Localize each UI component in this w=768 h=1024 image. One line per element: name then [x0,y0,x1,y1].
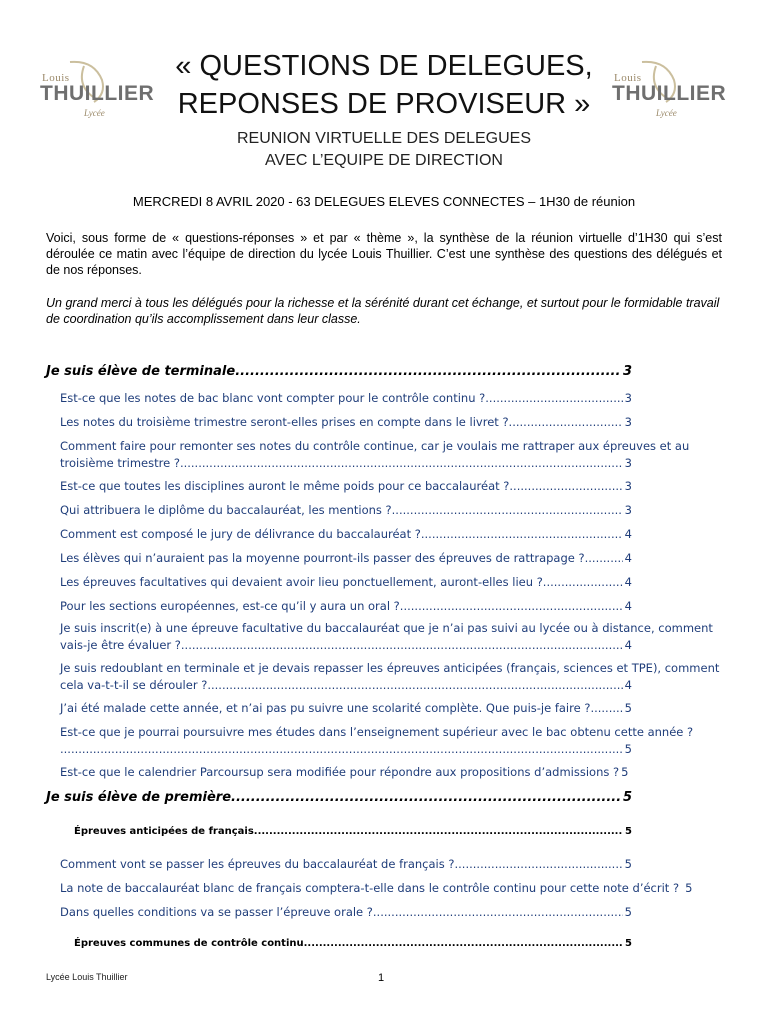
toc-entry[interactable] [60,550,632,567]
document-subtitle-line1: REUNION VIRTUELLE DES DELEGUES [236,130,531,147]
toc-leader [400,598,623,615]
toc-entry-text: Épreuves communes de contrôle continu [74,938,304,949]
toc-page: 3 [624,415,632,429]
toc-entry-text: Est-ce que toutes les disciplines auront le même poids pour ce baccalauréat ? [60,479,510,493]
footer-school-name: Lycée Louis Thuillier [46,972,128,982]
toc-entry-text: Dans quelles conditions va se passer l’épreuve orale ? [60,905,373,919]
toc-leader [590,700,622,717]
toc-entry[interactable] [60,438,690,472]
toc-page: 3 [624,503,632,517]
toc-subsection-controle-continu[interactable] [74,938,632,949]
toc-page: 4 [624,599,632,613]
logo-last-name: THUILLIER [612,82,727,105]
toc-entry-text: Les notes du troisième trimestre seront-elles prises en compte dans le livret ? [60,415,509,429]
toc-leader [455,856,623,873]
toc-page: 5 [624,701,632,715]
toc-leader [509,478,622,495]
toc-entry-text: Les élèves qui n’auraient pas la moyenne pourront-ils passer des épreuves de rattrapage ? [60,551,585,565]
toc-page: 3 [622,364,632,379]
toc-entry-text: Est-ce que le calendrier Parcoursup sera modifiée pour répondre aux propositions d’admissions ? [60,765,620,779]
toc-leader [543,574,623,591]
toc-leader [421,526,623,543]
document-subtitle-line2: AVEC L’EQUIPE DE DIRECTION [265,152,503,169]
toc-entry-text: Épreuves anticipées de français. [74,826,258,837]
toc-page: 5 [624,905,632,919]
toc-section-premiere[interactable] [46,790,632,805]
toc-entry-text: La note de baccalauréat blanc de français comptera-t-elle dans le contrôle continu pour cette note d’écrit ? [60,881,680,895]
logo-first-name: Louis [614,72,642,84]
toc-entry-text: troisième trimestre ? [60,456,180,470]
toc-entry-text-line1: Je suis inscrit(e) à une épreuve facultative du baccalauréat que je n’ai pas suivi au lycée ou à distance, comment [60,621,713,635]
toc-page: 5 [625,938,632,949]
toc-entry[interactable] [60,502,632,519]
toc-leader [585,550,623,567]
toc-entry[interactable] [60,574,632,591]
toc-leader [180,455,623,472]
toc-entry[interactable] [60,700,632,717]
toc-page: 5 [622,790,632,805]
toc-entry-text: Qui attribuera le diplôme du baccalauréat, les mentions ? [60,503,392,517]
footer-page-number: 1 [378,972,385,984]
toc-page: 3 [624,391,632,405]
toc-entry[interactable] [60,764,632,781]
toc-page: 4 [624,638,632,652]
toc-section-terminale[interactable] [46,364,632,379]
toc-leader [258,826,623,837]
toc-entry-text: vais-je être évaluer ? [60,638,181,652]
toc-entry[interactable] [60,620,713,654]
toc-entry-text: Les épreuves facultatives qui devaient avoir lieu ponctuellement, auront-elles lieu ? [60,575,543,589]
toc-entry-text-line1: Comment faire pour remonter ses notes du contrôle continue, car je voulais me rattraper aux épreuves et au [60,439,690,453]
toc-leader [509,414,623,431]
toc-entry[interactable] [60,390,632,407]
toc-entry[interactable] [60,660,720,694]
toc-leader [207,677,622,694]
toc-entry-text-line1: Est-ce que je pourrai poursuivre mes études dans l’enseignement supérieur avec le bac obtenu cette année ? [60,725,694,739]
toc-leader [181,637,623,654]
toc-entry[interactable] [60,904,632,921]
toc-page: 3 [624,456,632,470]
toc-page: 5 [624,857,632,871]
toc-entry[interactable] [60,526,632,543]
toc-leader [231,790,621,805]
toc-subsection-francais[interactable] [74,826,632,837]
toc-leader [392,502,623,519]
logo-last-name: THUILLIER [40,82,155,105]
thanks-paragraph: Un grand merci à tous les délégués pour la richesse et la sérénité durant cet échange, et surtout pour le formidable travail de coordination qu’ils accomplissement dans leur classe. [46,296,720,326]
toc-entry-text: cela va-t-t-il se dérouler ? [60,678,208,692]
toc-page: 4 [624,551,632,565]
toc-entry-text: Est-ce que les notes de bac blanc vont compter pour le contrôle continu ? [60,391,486,405]
toc-leader [60,741,623,758]
toc-leader [235,364,621,379]
toc-page: 4 [624,527,632,541]
document-title-line2: REPONSES DE PROVISEUR » [177,88,591,120]
logo-lycee: Lycée [84,108,105,118]
toc-entry-text: Je suis élève de première [46,790,232,805]
toc-entry-text: Je suis élève de terminale [46,364,236,379]
toc-leader [485,390,622,407]
toc-entry[interactable] [60,856,632,873]
toc-page: 3 [624,479,632,493]
toc-page: 5 [625,826,632,837]
toc-entry[interactable] [60,478,632,495]
meeting-info: MERCREDI 8 AVRIL 2020 - 63 DELEGUES ELEVES CONNECTES – 1H30 de réunion [132,194,636,209]
toc-entry[interactable] [60,598,632,615]
intro-paragraph: Voici, sous forme de « questions-réponses » et par « thème », la synthèse de la réunion virtuelle d’1H30 qui s’est déroulée ce matin avec l’équipe de direction du lycée Louis Thuillier. C’est une synthèse des questions des délégués et de nos réponses. [46,231,722,277]
toc-entry-text: J’ai été malade cette année, et n’ai pas pu suivre une scolarité complète. Que puis-je faire ? [60,701,591,715]
toc-page: 4 [624,678,632,692]
toc-entry-text: Comment vont se passer les épreuves du baccalauréat de français ? [60,857,455,871]
logo-lycee: Lycée [656,108,677,118]
toc-entry-text: Pour les sections européennes, est-ce qu’il y aura un oral ? [60,599,400,613]
toc-entry[interactable] [60,724,694,758]
toc-page: 5 [685,881,693,895]
logo-first-name: Louis [42,72,70,84]
toc-page: 5 [624,742,632,756]
toc-page: 5 [621,765,629,779]
toc-entry-text: Comment est composé le jury de délivrance du baccalauréat ? [60,527,421,541]
toc-page: 4 [624,575,632,589]
toc-leader [304,938,623,949]
document-title-line1: « QUESTIONS DE DELEGUES, [175,50,593,82]
toc-entry-text-line1: Je suis redoublant en terminale et je devais repasser les épreuves anticipées (français, sciences et TPE), comment [60,661,720,675]
toc-entry[interactable] [60,414,632,431]
toc-entry[interactable] [60,880,693,897]
toc-leader [373,904,623,921]
